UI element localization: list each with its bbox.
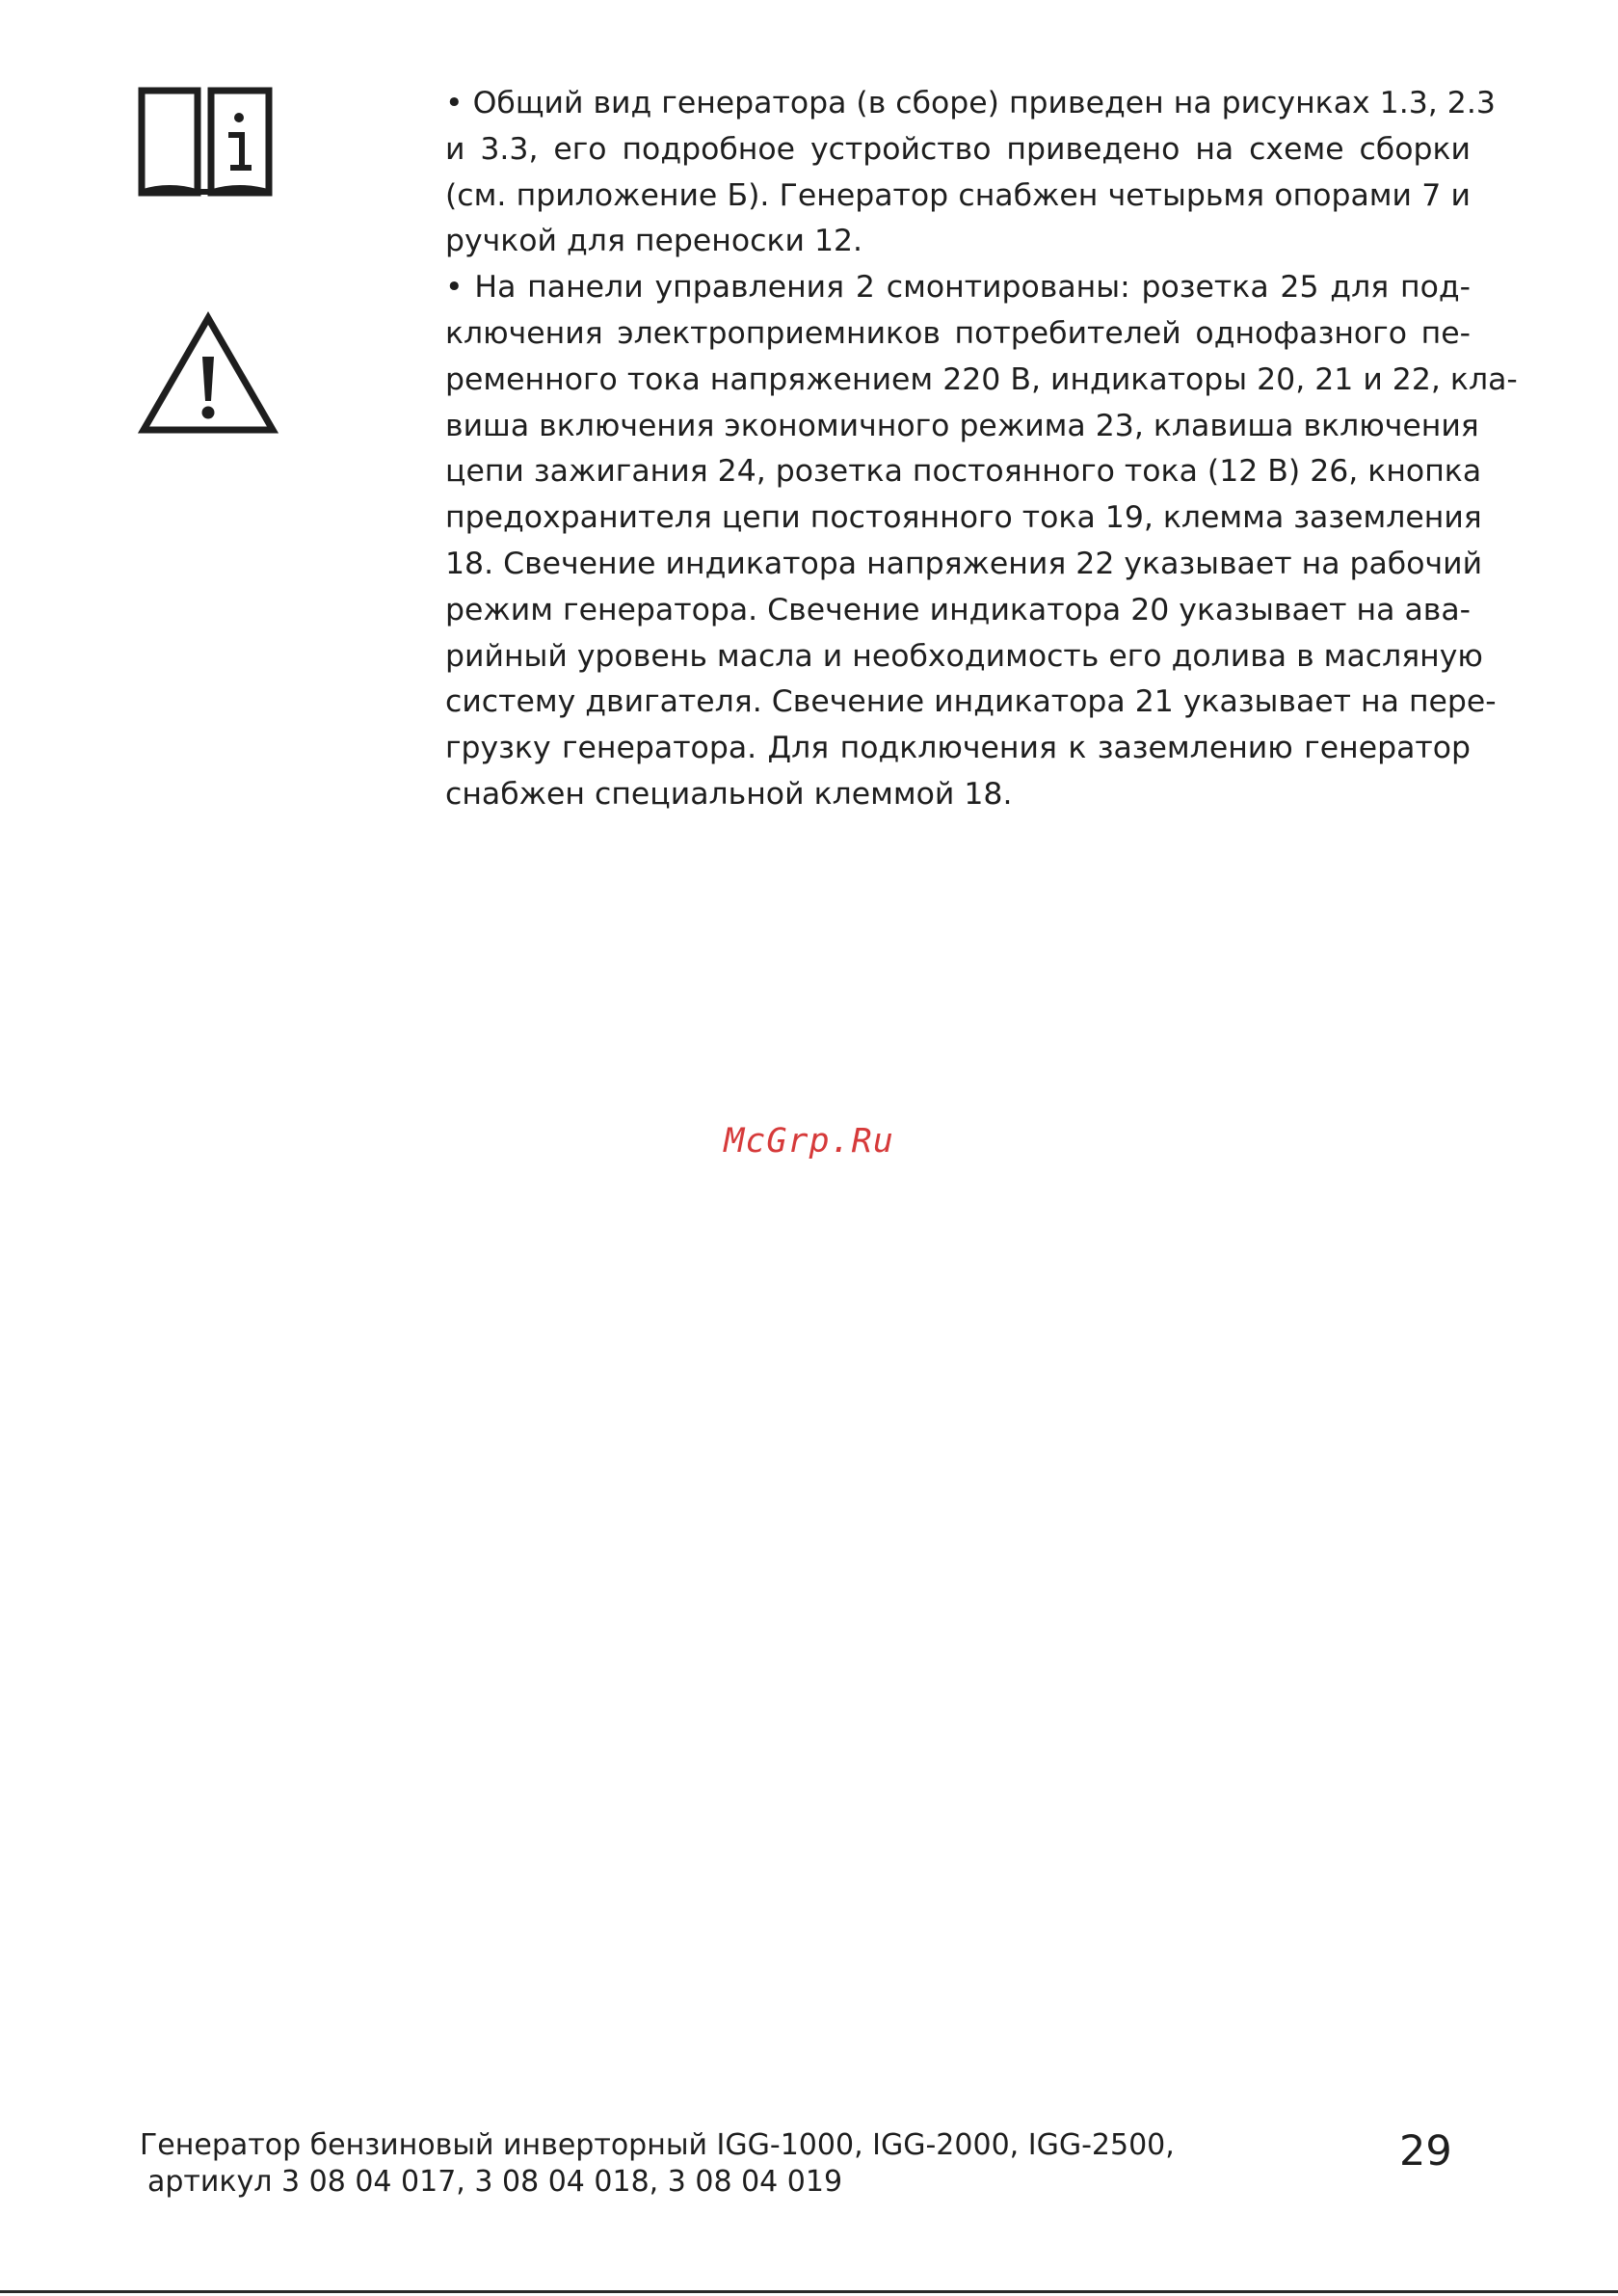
body-line: виша включения экономичного режима 23, клавиша включения [445, 408, 1479, 443]
watermark: McGrp.Ru [724, 1122, 894, 1161]
body-line: • Общий вид генератора (в сборе) приведен на рисунках 1.3, 2.3 [445, 86, 1496, 120]
body-line: ключения электроприемников потребителей однофазного пе- [445, 315, 1471, 351]
body-line: предохранителя цепи постоянного тока 19, клемма заземления [445, 500, 1482, 536]
body-line: систему двигателя. Свечение индикатора 21 указывает на пере- [445, 684, 1497, 720]
body-line: (см. приложение Б). Генератор снабжен четырьмя опорами 7 и [445, 177, 1471, 213]
body-line: цепи зажигания 24, розетка постоянного тока (12 В) 26, кнопка [445, 454, 1482, 490]
body-line: • На панели управления 2 смонтированы: розетка 25 для под- [445, 270, 1471, 306]
footer-article-numbers: артикул 3 08 04 017, 3 08 04 018, 3 08 04 019 [147, 2165, 843, 2199]
body-text [445, 81, 1518, 818]
body-line: рийный уровень масла и необходимость его долива в масляную [445, 638, 1483, 674]
body-line: грузку генератора. Для подключения к заземлению генератор [445, 731, 1471, 766]
bottom-divider [0, 2290, 1618, 2293]
book-info-icon [138, 85, 273, 199]
body-line: и 3.3, его подробное устройство приведено на схеме сборки [445, 131, 1471, 167]
footer-product-title: Генератор бензиновый инверторный IGG-1000, IGG-2000, IGG-2500, [140, 2128, 1175, 2162]
footer [140, 2127, 1175, 2201]
body-line: снабжен специальной клеммой 18. [445, 776, 1013, 812]
body-line: ременного тока напряжением 220 В, индикаторы 20, 21 и 22, кла- [445, 361, 1518, 397]
page-number: 29 [1399, 2127, 1452, 2176]
warning-triangle-icon [138, 310, 279, 436]
body-line: режим генератора. Свечение индикатора 20 указывает на ава- [445, 592, 1471, 627]
body-line: ручкой для переноски 12. [445, 224, 863, 259]
body-line: 18. Свечение индикатора напряжения 22 указывает на рабочий [445, 546, 1483, 581]
